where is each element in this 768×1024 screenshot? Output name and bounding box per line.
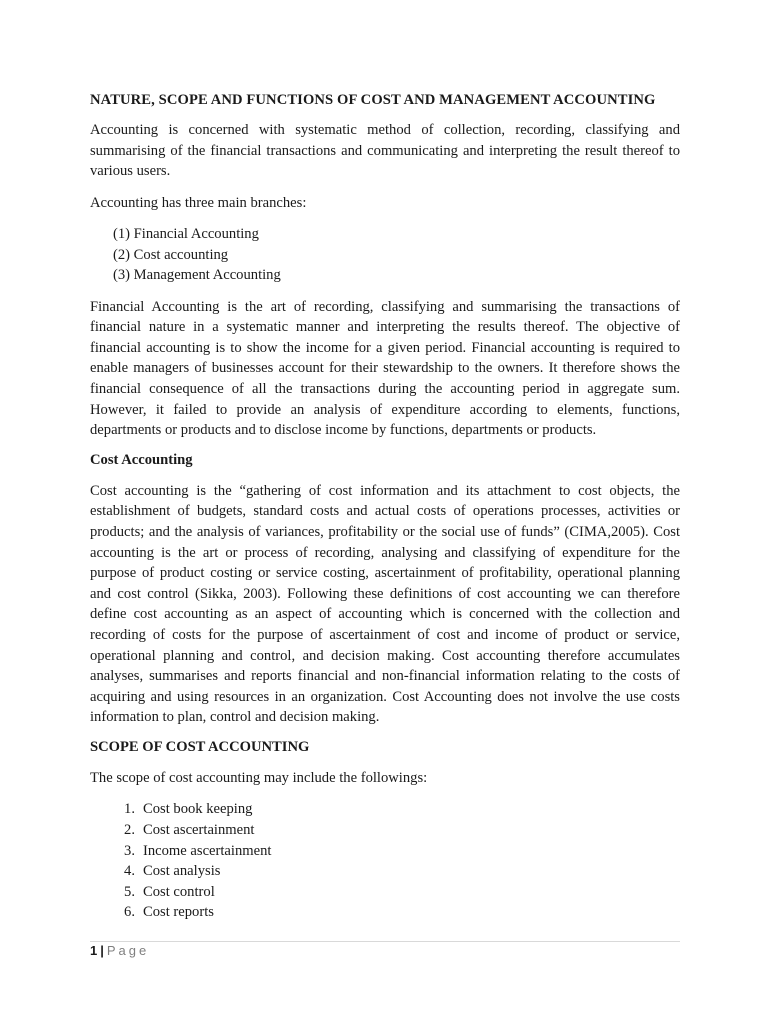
footer-divider [90, 941, 680, 942]
list-number: 2. [124, 822, 135, 839]
branches-list [90, 224, 680, 285]
financial-accounting-paragraph: Financial Accounting is the art of recording, classifying and summarising the transactions of financial nature in a systematic manner and interpreting the results thereof. The objective of financial accounting is to show the income for a given period. Financial accounting is required to enable managers of businesses account for their stewardship to the owners. It therefore shows the financial consequence of all the transactions during the accounting period in aggregate sum. However, it failed to provide an analysis of expenditure according to elements, functions, departments or products and to disclose income by functions, departments or products. [90, 298, 680, 439]
list-item [90, 902, 680, 923]
document-title: NATURE, SCOPE AND FUNCTIONS OF COST AND MANAGEMENT ACCOUNTING [90, 92, 656, 108]
list-number: 5. [124, 883, 135, 900]
list-text: Cost ascertainment [143, 822, 255, 839]
page-label: Page [106, 943, 150, 958]
scope-intro: The scope of cost accounting may include the followings: [90, 769, 428, 786]
branches-intro: Accounting has three main branches: [90, 194, 307, 211]
list-text: Cost book keeping [143, 801, 253, 818]
list-text: Cost analysis [143, 863, 221, 880]
scope-heading: SCOPE OF COST ACCOUNTING [90, 738, 310, 755]
list-number: 3. [124, 842, 135, 859]
footer-separator: | [100, 943, 104, 958]
cost-accounting-heading: Cost Accounting [90, 451, 193, 468]
list-item: (1) Financial Accounting [113, 226, 259, 243]
list-text: Cost reports [143, 904, 214, 921]
list-number: 1. [124, 801, 135, 818]
scope-list [90, 799, 680, 923]
list-item [90, 882, 680, 903]
list-item [90, 841, 680, 862]
list-text: Cost control [143, 883, 215, 900]
list-item: (3) Management Accounting [113, 267, 281, 284]
page-number: 1 [90, 943, 98, 958]
intro-paragraph: Accounting is concerned with systematic method of collection, recording, classifying and summarising of the financial transactions and communicating and interpreting the result thereof to various users. [90, 122, 680, 180]
list-item [90, 799, 680, 820]
cost-accounting-paragraph: Cost accounting is the “gathering of cost information and its attachment to cost objects, the establishment of budgets, standard costs and actual costs of operations processes, activities or products; and the analysis of variances, profitability or the social use of funds” (CIMA,2005). Cost accounting is the art or process of recording, analysing and classifying of expenditure for the purpose of product costing or service costing, ascertainment of profitability, operational planning and cost control (Sikka, 2003). Following these definitions of cost accounting we can therefore define cost accounting as an aspect of accounting which is concerned with the collection and recording of costs for the purpose of ascertainment of cost and income of product or service, operational planning and control, and decision making. Cost accounting therefore accumulates analyses, summarises and reports financial and non-financial information relating to the costs of acquiring and using resources in an organization. Cost Accounting does not involve the use costs information to plan, control and decision making. [90, 482, 680, 726]
list-item [90, 861, 680, 882]
list-number: 4. [124, 863, 135, 880]
list-number: 6. [124, 904, 135, 921]
list-item: (2) Cost accounting [113, 246, 229, 263]
page-footer [90, 943, 149, 958]
list-item [90, 820, 680, 841]
list-text: Income ascertainment [143, 842, 272, 859]
